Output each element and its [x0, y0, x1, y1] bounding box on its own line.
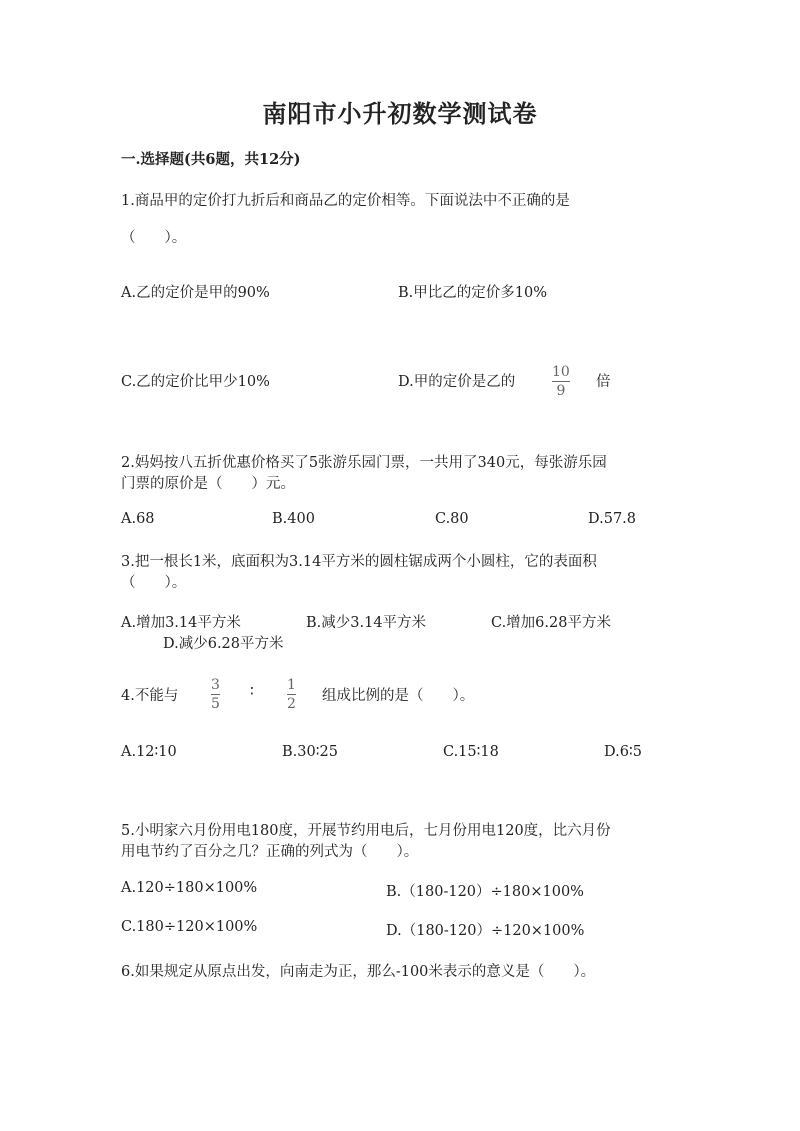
- q4-option-a[interactable]: A.12∶10: [121, 744, 177, 760]
- q1-option-d-prefix[interactable]: D.甲的定价是乙的: [398, 374, 516, 390]
- fraction-bar: [552, 381, 570, 382]
- page-title: 南阳市小升初数学测试卷: [262, 99, 538, 128]
- q2-stem-line2: 门票的原价是（ ）元。: [121, 476, 295, 492]
- q4-option-c[interactable]: C.15∶18: [443, 744, 499, 760]
- q4-option-b[interactable]: B.30∶25: [282, 744, 338, 760]
- q1-option-d-suffix: 倍: [596, 374, 611, 390]
- q4-stem-suffix: 组成比例的是（ ）。: [322, 688, 475, 704]
- q2-option-d[interactable]: D.57.8: [588, 511, 637, 527]
- q1-option-d-fraction: [552, 364, 570, 399]
- fraction-numerator: 10: [552, 364, 570, 380]
- q5-stem-line2: 用电节约了百分之几？正确的列式为（ ）。: [121, 844, 419, 860]
- q3-option-c[interactable]: C.增加6.28平方米: [491, 615, 611, 631]
- q3-option-d[interactable]: D.减少6.28平方米: [163, 636, 284, 652]
- q5-stem-line1: 5.小明家六月份用电180度，开展节约用电后，七月份用电120度，比六月份: [121, 823, 611, 839]
- q1-stem-line1: 1.商品甲的定价打九折后和商品乙的定价相等。下面说法中不正确的是: [121, 193, 570, 209]
- q2-option-a[interactable]: A.68: [121, 511, 155, 527]
- fraction-numerator: 3: [211, 677, 220, 693]
- q4-ratio-colon: ∶: [250, 684, 254, 700]
- fraction-denominator: 2: [287, 696, 296, 712]
- q3-option-a[interactable]: A.增加3.14平方米: [121, 615, 241, 631]
- q5-option-b[interactable]: B.（180-120）÷180×100%: [386, 884, 584, 900]
- q5-option-a[interactable]: A.120÷180×100%: [121, 880, 258, 896]
- q1-option-c[interactable]: C.乙的定价比甲少10%: [121, 374, 270, 390]
- q1-option-a[interactable]: A.乙的定价是甲的90%: [121, 285, 270, 301]
- q6-stem-line1: 6.如果规定从原点出发，向南走为正，那么-100米表示的意义是（ ）。: [121, 964, 596, 980]
- q1-stem-line2: （ ）。: [121, 230, 187, 246]
- q3-stem-line2: （ ）。: [121, 575, 187, 591]
- q4-fraction-1: [211, 677, 220, 712]
- q4-option-d[interactable]: D.6∶5: [604, 744, 642, 760]
- section-heading: 一.选择题(共6题，共12分): [121, 151, 301, 168]
- q5-option-d[interactable]: D.（180-120）÷120×100%: [386, 923, 585, 939]
- q3-option-b[interactable]: B.减少3.14平方米: [306, 615, 427, 631]
- fraction-numerator: 1: [287, 677, 296, 693]
- q4-stem-prefix: 4.不能与: [121, 688, 179, 704]
- fraction-bar: [287, 694, 296, 695]
- fraction-bar: [211, 694, 220, 695]
- q5-option-c[interactable]: C.180÷120×100%: [121, 919, 258, 935]
- q3-stem-line1: 3.把一根长1米，底面积为3.14平方米的圆柱锯成两个小圆柱，它的表面积: [121, 554, 597, 570]
- fraction-denominator: 9: [556, 383, 566, 399]
- q2-option-b[interactable]: B.400: [272, 511, 315, 527]
- q2-stem-line1: 2.妈妈按八五折优惠价格买了5张游乐园门票，一共用了340元，每张游乐园: [121, 455, 607, 471]
- fraction-denominator: 5: [211, 696, 220, 712]
- q1-option-b[interactable]: B.甲比乙的定价多10%: [398, 285, 547, 301]
- q4-fraction-2: [287, 677, 296, 712]
- q2-option-c[interactable]: C.80: [435, 511, 469, 527]
